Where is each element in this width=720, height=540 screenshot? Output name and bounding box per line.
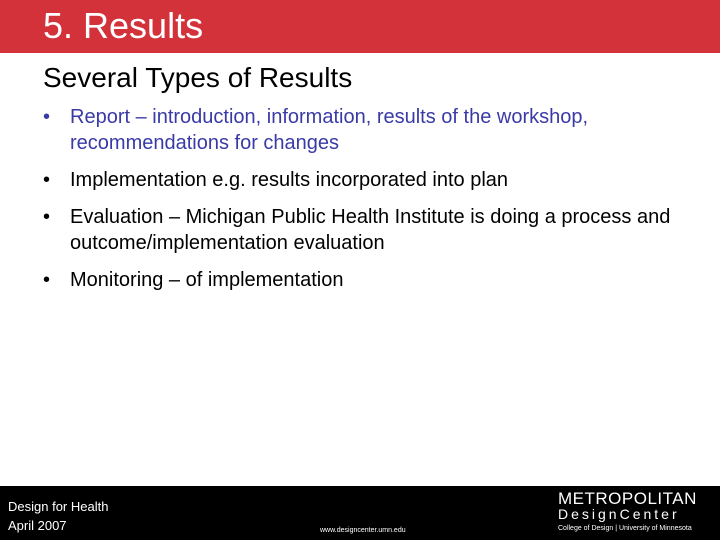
bullet-icon: • bbox=[43, 269, 51, 291]
bullet-text: Evaluation – Michigan Public Health Institute is doing a process and outcome/implementation evaluation bbox=[70, 206, 671, 254]
footer-course-name: Design for Health bbox=[8, 499, 109, 514]
logo-text-college: College of Design | University of Minnesota bbox=[558, 525, 692, 532]
bullet-icon: • bbox=[43, 106, 51, 128]
footer-bar bbox=[0, 486, 720, 540]
logo-text-metropolitan: METROPOLITAN bbox=[558, 489, 697, 508]
bullet-text: Implementation e.g. results incorporated into plan bbox=[70, 169, 509, 191]
bullet-item-monitoring bbox=[43, 267, 683, 293]
bullet-item-report bbox=[43, 104, 683, 156]
bullet-item-evaluation bbox=[43, 204, 683, 256]
bullet-text: Monitoring – of implementation bbox=[70, 269, 344, 291]
slide-subtitle: Several Types of Results bbox=[43, 62, 353, 93]
bullet-list bbox=[43, 104, 683, 304]
footer-date: April 2007 bbox=[8, 518, 67, 533]
metropolitan-design-center-logo bbox=[556, 489, 714, 537]
bullet-icon: • bbox=[43, 206, 51, 228]
bullet-text: Report – introduction, information, results of the workshop, recommendations for changes bbox=[70, 106, 589, 154]
bullet-item-implementation bbox=[43, 167, 683, 193]
footer-info bbox=[8, 497, 108, 535]
footer-url-link[interactable]: www.designcenter.umn.edu bbox=[320, 527, 406, 534]
logo-text-design-center: DesignCenter bbox=[558, 506, 680, 522]
bullet-icon: • bbox=[43, 169, 51, 191]
slide-title: 5. Results bbox=[43, 5, 204, 46]
title-bar bbox=[0, 0, 720, 53]
